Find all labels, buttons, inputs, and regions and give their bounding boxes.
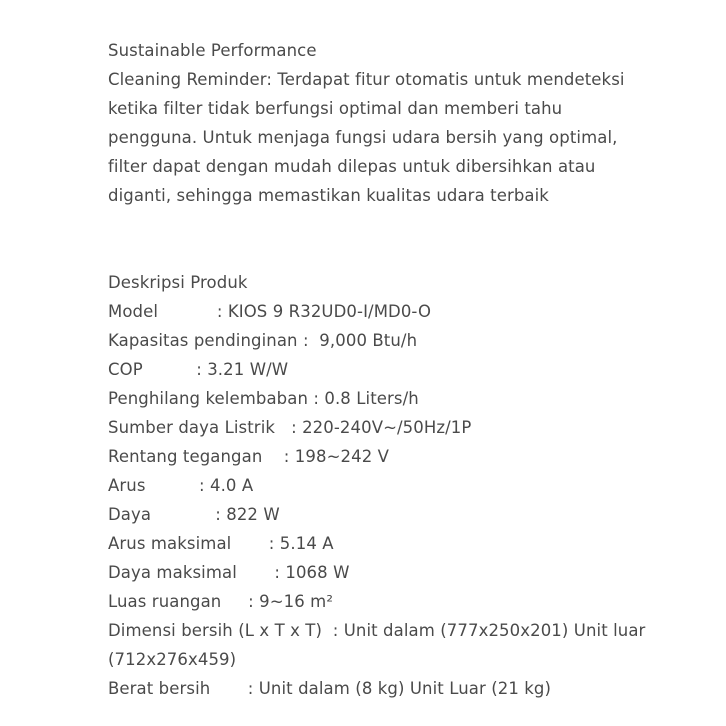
paragraph-line: pengguna. Untuk menjaga fungsi udara bersih yang optimal, <box>108 128 618 147</box>
spec-power: Daya : 822 W <box>108 505 280 524</box>
spec-voltage-range: Rentang tegangan : 198~242 V <box>108 447 390 466</box>
spec-max-current: Arus maksimal : 5.14 A <box>108 534 334 553</box>
spec-net-weight: Berat bersih : Unit dalam (8 kg) Unit Luar (21 kg) <box>108 679 552 698</box>
spec-cooling-capacity: Kapasitas pendinginan : 9,000 Btu/h <box>108 331 418 350</box>
spec-model: Model : KIOS 9 R32UD0-I/MD0-O <box>108 302 432 321</box>
paragraph-line: Cleaning Reminder: Terdapat fitur otomatis untuk mendeteksi <box>108 70 625 89</box>
spec-power-source: Sumber daya Listrik : 220-240V~/50Hz/1P <box>108 418 472 437</box>
spec-cop: COP : 3.21 W/W <box>108 360 289 379</box>
spec-net-dimensions-cont: (712x276x459) <box>108 650 237 669</box>
paragraph-line: filter dapat dengan mudah dilepas untuk dibersihkan atau <box>108 157 596 176</box>
spec-max-power: Daya maksimal : 1068 W <box>108 563 350 582</box>
spec-current: Arus : 4.0 A <box>108 476 254 495</box>
paragraph-line: ketika filter tidak berfungsi optimal dan memberi tahu <box>108 99 563 118</box>
product-description <box>108 36 708 703</box>
spec-room-area: Luas ruangan : 9~16 m² <box>108 592 334 611</box>
section-heading-sustainable: Sustainable Performance <box>108 41 317 60</box>
section-spacer <box>108 210 708 268</box>
spec-net-dimensions: Dimensi bersih (L x T x T) : Unit dalam (777x250x201) Unit luar <box>108 621 646 640</box>
paragraph-line: diganti, sehingga memastikan kualitas udara terbaik <box>108 186 549 205</box>
section-heading-deskripsi: Deskripsi Produk <box>108 273 248 292</box>
spec-dehumidification: Penghilang kelembaban : 0.8 Liters/h <box>108 389 419 408</box>
